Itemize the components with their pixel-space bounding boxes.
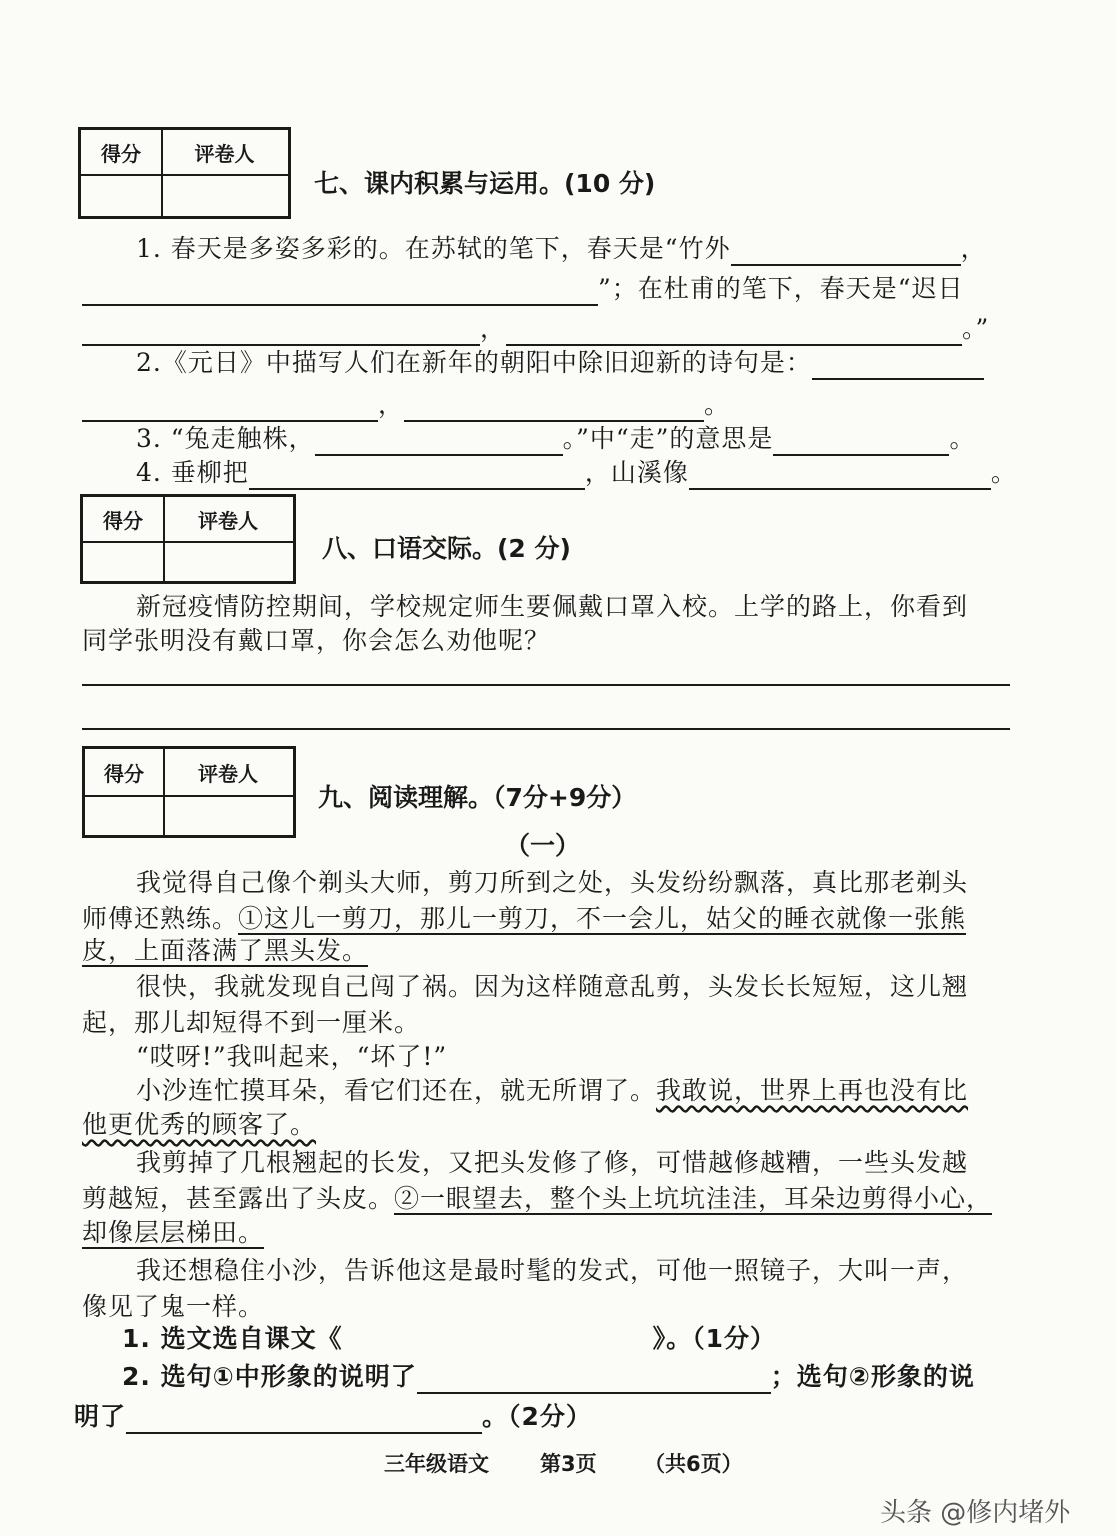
grader-label: 评卷人	[198, 508, 258, 533]
footer-subject: 三年级语文	[384, 1452, 489, 1476]
section8-prompt-line1: 新冠疫情防控期间，学校规定师生要佩戴口罩入校。上学的路上，你看到	[136, 592, 969, 621]
passage-line: 小沙连忙摸耳朵，看它们还在，就无所谓了。我敢说，世界上再也没有比	[136, 1076, 969, 1105]
passage-line	[82, 1108, 316, 1142]
underlined-sentence-1: ①这儿一剪刀，那儿一剪刀，不一会儿，姑父的睡衣就像一张熊	[238, 904, 967, 933]
passage-line: 剪越短，甚至露出了头皮。②一眼望去，整个头上坑坑洼洼，耳朵边剪得小心，	[82, 1184, 993, 1213]
passage-line: 师傅还熟练。①这儿一剪刀，那儿一剪刀，不一会儿，姑父的睡衣就像一张熊	[82, 904, 967, 933]
passage-line: 很快，我就发现自己闯了祸。因为这样随意乱剪，头发长长短短，这儿翘	[136, 972, 969, 1001]
section8-title: 八、口语交际。(2 分)	[322, 534, 571, 563]
underlined-sentence-2-cont: 却像层层梯田。	[82, 1218, 265, 1247]
answer-blank[interactable]	[82, 394, 378, 422]
section9-q2-line2: 明了 。（2分）	[74, 1400, 592, 1434]
answer-blank[interactable]	[82, 318, 480, 346]
section7-title: 七、课内积累与运用。(10 分)	[314, 169, 656, 198]
grader-label: 评卷人	[194, 141, 255, 166]
answer-blank[interactable]	[689, 462, 991, 490]
underlined-sentence-1-cont: 皮，上面落满了黑头发。	[82, 936, 369, 965]
score-box-section8	[80, 494, 296, 584]
score-label: 得分	[104, 761, 144, 786]
underlined-sentence-2: ②一眼望去，整个头上坑坑洼洼，耳朵边剪得小心，	[394, 1184, 993, 1213]
answer-blank[interactable]	[126, 1406, 482, 1434]
passage-line	[82, 934, 368, 968]
section9-title: 九、阅读理解。（7分+9分）	[318, 783, 637, 812]
answer-line[interactable]	[82, 728, 1010, 730]
passage-line: 我剪掉了几根翘起的长发，又把头发修了修，可惜越修越糟，一些头发越	[136, 1148, 969, 1177]
wavy-underlined-sentence-cont: 他更优秀的顾客了。	[82, 1110, 317, 1139]
footer-page: 第3页	[540, 1452, 597, 1476]
score-box-section7	[78, 127, 291, 219]
section9-q1: 1. 选文选自课文《 》。（1分）	[122, 1324, 777, 1353]
section8-prompt-line2: 同学张明没有戴口罩，你会怎么劝他呢？	[82, 626, 551, 655]
passage-line: 我觉得自己像个剃头大师，剪刀所到之处，头发纷纷飘落，真比那老剃头	[136, 868, 969, 897]
passage-line: 我还想稳住小沙，告诉他这是最时髦的发式，可他一照镜子，大叫一声，	[136, 1256, 969, 1285]
section9-q2-line1: 2. 选句①中形象的说明了 ；选句②形象的说	[122, 1360, 975, 1394]
passage-line: 起，那儿却短得不到一厘米。	[82, 1008, 421, 1037]
section7-q1-line3: ， 。”	[82, 312, 989, 346]
score-box-section9	[82, 746, 296, 838]
footer-total: （共6页）	[644, 1452, 743, 1476]
section7-q1-line2: ”；在杜甫的笔下，春天是“迟日	[82, 272, 964, 306]
section7-q1-line1: 1. 春天是多姿多彩的。在苏轼的笔下，春天是“竹外 ，	[136, 232, 987, 266]
answer-blank[interactable]	[731, 238, 961, 266]
section7-q4: 4. 垂柳把 ，山溪像 。	[136, 456, 1017, 490]
score-label: 得分	[101, 141, 141, 166]
answer-blank[interactable]	[773, 428, 949, 456]
answer-blank[interactable]	[249, 462, 585, 490]
answer-blank[interactable]	[82, 278, 598, 306]
passage-line: “哎呀!”我叫起来，“坏了!”	[136, 1042, 448, 1071]
answer-blank[interactable]	[404, 394, 704, 422]
watermark: 头条 @修内堵外	[880, 1498, 1071, 1528]
answer-line[interactable]	[82, 684, 1010, 686]
answer-blank[interactable]	[812, 352, 984, 380]
answer-blank[interactable]	[506, 318, 962, 346]
answer-blank[interactable]	[315, 428, 563, 456]
section7-q3: 3. “兔走触株， 。”中“走”的意思是 。	[136, 422, 975, 456]
section7-q2-line2: ， 。	[82, 388, 730, 422]
passage-line: 像见了鬼一样。	[82, 1292, 265, 1321]
section9-part-label: （一）	[505, 831, 581, 860]
score-label: 得分	[103, 508, 143, 533]
answer-blank[interactable]	[417, 1366, 771, 1394]
section7-q2-line1: 2.《元日》中描写人们在新年的朝阳中除旧迎新的诗句是：	[136, 346, 984, 380]
passage-line	[82, 1216, 264, 1250]
wavy-underlined-sentence: 我敢说，世界上再也没有比	[656, 1076, 969, 1105]
grader-label: 评卷人	[198, 761, 258, 786]
